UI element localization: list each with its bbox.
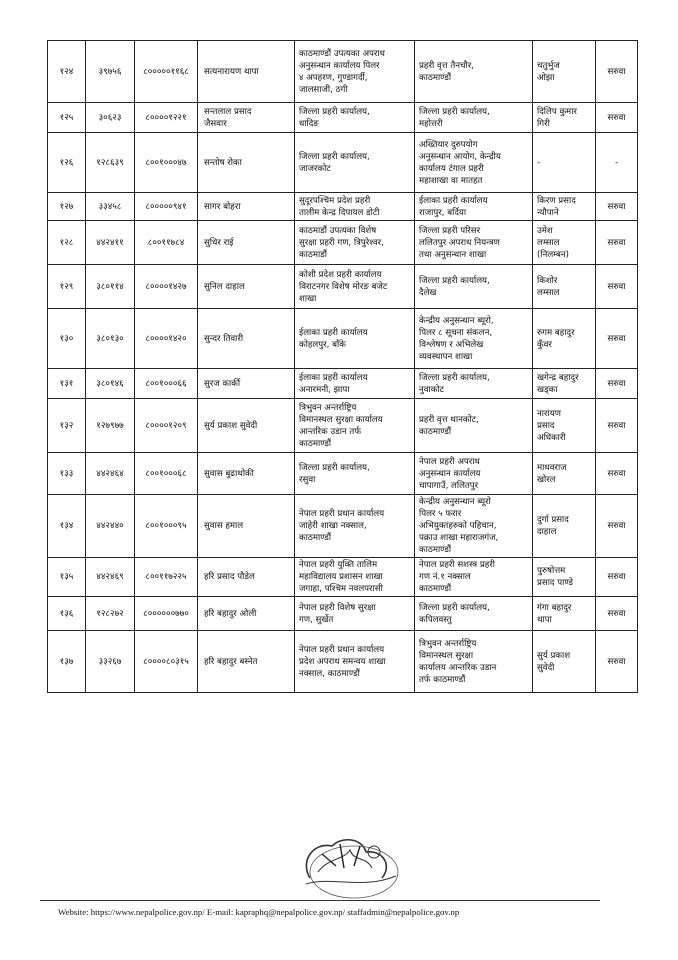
cell-from: त्रिभुवन अन्तर्राष्ट्रिय विमानस्थल सुरक्षा कार्यालय आन्तरिक उडान तर्फ काठमाण्डौं [295, 399, 415, 453]
table-row [48, 399, 638, 453]
cell-name: सुरज कार्की [198, 369, 295, 399]
cell-status: सरुवा [596, 631, 638, 693]
cell-replacement: चतुर्भुज ओझा [533, 41, 596, 103]
cell-name: सुवास बुढाथोकी [198, 453, 295, 495]
cell-name: हरि बहादुर ओली [198, 597, 295, 631]
cell-status: सरुवा [596, 369, 638, 399]
cell-status: - [596, 133, 638, 193]
cell-id: १२८६३९ [86, 133, 135, 193]
cell-code: ८०००००९४१ [135, 193, 198, 221]
cell-from: नेपाल प्रहरी युक्ति तालिम महाविद्यालय प्रशासन शाखा जगाहा, पश्चिम नवलपरासी [295, 558, 415, 597]
cell-sn: १२८ [48, 221, 86, 265]
cell-id: ३८०११४ [86, 265, 135, 309]
cell-id: ३३४५८ [86, 193, 135, 221]
cell-status: सरुवा [596, 453, 638, 495]
table-row [48, 558, 638, 597]
cell-from: ईलाका प्रहरी कार्यालय अनारमनी, झापा [295, 369, 415, 399]
cell-from: कोशी प्रदेश प्रहरी कार्यालय विराटनगर विशेष मोरङ बजेट शाखा [295, 265, 415, 309]
cell-id: १२७९७७ [86, 399, 135, 453]
cell-from: काठमाडौं उपत्यका विशेष सुरक्षा प्रहरी गण, त्रिपुरेश्वर, काठमाडौं [295, 221, 415, 265]
cell-from: सुदूरपश्चिम प्रदेश प्रहरी तालीम केन्द्र दिपायल डोटी [295, 193, 415, 221]
cell-status: सरुवा [596, 558, 638, 597]
cell-id: ३३२६७ [86, 631, 135, 693]
cell-sn: १३१ [48, 369, 86, 399]
cell-status: सरुवा [596, 193, 638, 221]
cell-to: प्रहरी वृत्त तैनचौर, काठमाण्डौं [415, 41, 533, 103]
cell-sn: १२७ [48, 193, 86, 221]
cell-status: सरुवा [596, 221, 638, 265]
cell-code: ८००११७२२५ [135, 558, 198, 597]
cell-id: ३९७५६ [86, 41, 135, 103]
cell-status: सरुवा [596, 265, 638, 309]
cell-id: ३८०१३० [86, 309, 135, 369]
cell-status: सरुवा [596, 597, 638, 631]
cell-from: जिल्ला प्रहरी कार्यालय, धादिङ [295, 103, 415, 133]
cell-to: प्रहरी वृत्त थानकोट, काठमाण्डौं [415, 399, 533, 453]
table-row [48, 265, 638, 309]
cell-status: सरुवा [596, 309, 638, 369]
cell-status: सरुवा [596, 103, 638, 133]
cell-id: ४४२४४० [86, 495, 135, 558]
cell-code: ८०००००११६८ [135, 41, 198, 103]
cell-from: ईलाका प्रहरी कार्यालय कोहलपुर, बाँके [295, 309, 415, 369]
transfer-table [47, 40, 638, 693]
cell-replacement: रुगम बहादुर कुँवर [533, 309, 596, 369]
cell-status: सरुवा [596, 399, 638, 453]
table-row [48, 453, 638, 495]
cell-code: ८००१०००६८ [135, 453, 198, 495]
cell-code: ८००००१४२७ [135, 265, 198, 309]
cell-sn: १३५ [48, 558, 86, 597]
footer-contact: Website: https://www.nepalpolice.gov.np/ E-mail: kapraphq@nepalpolice.gov.np/ staffadmin@nepalpolice.gov.np [58, 907, 460, 917]
cell-id: ४४२४६९ [86, 558, 135, 597]
cell-to: जिल्ला प्रहरी कार्यालय, दैलेख [415, 265, 533, 309]
cell-from: नेपाल प्रहरी विशेष सुरक्षा गण, सुर्खेत [295, 597, 415, 631]
cell-sn: १२५ [48, 103, 86, 133]
table-row [48, 41, 638, 103]
cell-to: नेपाल प्रहरी सशस्त्र प्रहरी गण नं.१ नक्साल काठमाण्डौं [415, 558, 533, 597]
cell-code: ८००१०००४७ [135, 133, 198, 193]
cell-name: सुवास हमाल [198, 495, 295, 558]
cell-name: सुधिर राई [198, 221, 295, 265]
cell-to: केन्द्रीय अनुसन्धान ब्यूरो पिलर ५ फरार अभियुक्तहरुको पहिचान, पक्राउ शाखा महाराजगंज, काठमाण्डौं [415, 495, 533, 558]
cell-name: सन्तलाल प्रसाद जैसवार [198, 103, 295, 133]
cell-replacement: पुरुषोत्तम प्रसाद पाण्डे [533, 558, 596, 597]
cell-sn: १३२ [48, 399, 86, 453]
cell-to: त्रिभुवन अन्तर्राष्ट्रिय विमानस्थल सुरक्षा कार्यालय आन्तरिक उडान तर्फ काठमाण्डौं [415, 631, 533, 693]
table-row [48, 221, 638, 265]
cell-code: ८००००१४२० [135, 309, 198, 369]
table-row [48, 495, 638, 558]
table-row [48, 597, 638, 631]
cell-sn: १२४ [48, 41, 86, 103]
cell-replacement: नारायण प्रसाद अधिकारी [533, 399, 596, 453]
cell-id: ३८०१४६ [86, 369, 135, 399]
footer-divider [40, 900, 600, 901]
cell-to: ईलाका प्रहरी कार्यालय राजापुर, बर्दिया [415, 193, 533, 221]
cell-id: १२८२७२ [86, 597, 135, 631]
cell-replacement: उमेश लम्साल (निलम्बन) [533, 221, 596, 265]
cell-replacement: किरण प्रसाद न्यौपाने [533, 193, 596, 221]
table-row [48, 369, 638, 399]
cell-id: ३०६२३ [86, 103, 135, 133]
cell-sn: १३७ [48, 631, 86, 693]
cell-status: सरुवा [596, 495, 638, 558]
cell-replacement: माधवराज खोरल [533, 453, 596, 495]
office-seal-stamp [292, 832, 404, 906]
cell-replacement: - [533, 133, 596, 193]
cell-name: सुर्य प्रकाश सुवेदी [198, 399, 295, 453]
cell-sn: १३६ [48, 597, 86, 631]
cell-name: सुनिल दाहाल [198, 265, 295, 309]
cell-from: काठमाण्डौं उपत्यका अपराध अनुसन्धान कार्यालय पिलर ४ अपहरण, गुण्डागर्दी, जालसाजी, ठगी [295, 41, 415, 103]
cell-replacement: सुर्य प्रकाश सुवेदी [533, 631, 596, 693]
cell-sn: १३३ [48, 453, 86, 495]
cell-to: केन्द्रीय अनुसन्धान ब्यूरो, पिलर ८ सूचना संकलन, विश्लेषण र अभिलेख व्यवस्थापन शाखा [415, 309, 533, 369]
table-row [48, 193, 638, 221]
cell-from: नेपाल प्रहरी प्रधान कार्यालय जाहेरी शाखा नक्साल, काठमाण्डौं [295, 495, 415, 558]
cell-code: ८००००००७७० [135, 597, 198, 631]
cell-replacement: दिलिप कुमार गिरी [533, 103, 596, 133]
cell-code: ८००००८०३१५ [135, 631, 198, 693]
cell-code: ८००००१२०९ [135, 399, 198, 453]
cell-code: ८००००१२२१ [135, 103, 198, 133]
cell-sn: १२६ [48, 133, 86, 193]
cell-to: जिल्ला प्रहरी कार्यालय, महोत्तरी [415, 103, 533, 133]
cell-name: हरि प्रसाद पौडेल [198, 558, 295, 597]
cell-to: अख्तियार दुरुपयोग अनुसन्धान आयोग, केन्द्रीय कार्यालय टंगाल प्रहरी महाशाखा वा मातहत [415, 133, 533, 193]
cell-sn: १३४ [48, 495, 86, 558]
cell-name: सुन्दर तिवारी [198, 309, 295, 369]
cell-sn: १३० [48, 309, 86, 369]
cell-to: जिल्ला प्रहरी परिसर ललितपुर अपराध नियन्त्रण तथा अनुसन्धान शाखा [415, 221, 533, 265]
cell-from: जिल्ला प्रहरी कार्यालय, रसुवा [295, 453, 415, 495]
table-row [48, 103, 638, 133]
cell-id: ४४२४६४ [86, 453, 135, 495]
cell-sn: १२९ [48, 265, 86, 309]
table-row [48, 309, 638, 369]
table-row [48, 133, 638, 193]
cell-name: सागर बोहरा [198, 193, 295, 221]
cell-to: जिल्ला प्रहरी कार्यालय, नुवाकोट [415, 369, 533, 399]
table-row [48, 631, 638, 693]
cell-id: ४४२४११ [86, 221, 135, 265]
cell-to: जिल्ला प्रहरी कार्यालय, कपिलवस्तु [415, 597, 533, 631]
cell-from: नेपाल प्रहरी प्रधान कार्यालय प्रदेश अपराध समन्वय शाखा नक्साल, काठमाण्डौं [295, 631, 415, 693]
cell-from: जिल्ला प्रहरी कार्यालय, जाजरकोट [295, 133, 415, 193]
cell-code: ८००११७८४ [135, 221, 198, 265]
cell-replacement: खगेन्द्र बहादुर खड्का [533, 369, 596, 399]
cell-replacement: दुर्गा प्रसाद दाहाल [533, 495, 596, 558]
cell-code: ८००१०००६६ [135, 369, 198, 399]
cell-replacement: गंगा बहादुर थापा [533, 597, 596, 631]
cell-name: सत्यनारायण थापा [198, 41, 295, 103]
cell-code: ८००१०००९५ [135, 495, 198, 558]
cell-to: नेपाल प्रहरी अपराध अनुसन्धान कार्यालय चापागाउँ, ललितपुर [415, 453, 533, 495]
cell-name: सन्तोष रोका [198, 133, 295, 193]
cell-name: हरि बहादुर बस्नेत [198, 631, 295, 693]
cell-replacement: किशोर लम्साल [533, 265, 596, 309]
cell-status: सरुवा [596, 41, 638, 103]
